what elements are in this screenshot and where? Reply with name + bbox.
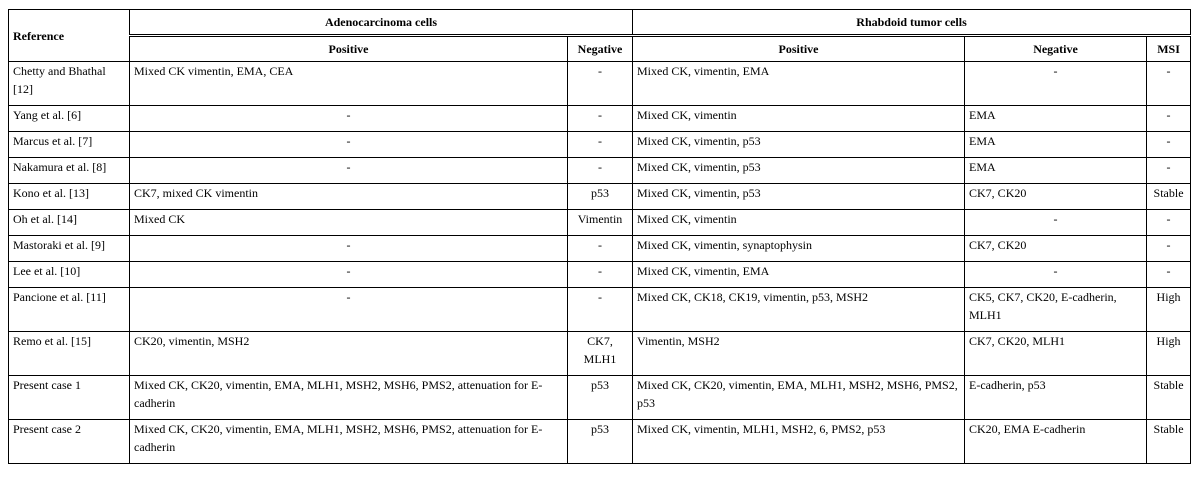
rhabdoid-positive-header: Positive bbox=[633, 36, 965, 62]
rhabdoid-positive-cell: Mixed CK, CK20, vimentin, EMA, MLH1, MSH2, MSH6, PMS2, p53 bbox=[633, 376, 965, 420]
table-row bbox=[9, 184, 1191, 210]
table-row bbox=[9, 332, 1191, 376]
reference-cell: Pancione et al. [11] bbox=[9, 288, 130, 332]
reference-cell: Present case 2 bbox=[9, 420, 130, 464]
rhabdoid-negative-cell: - bbox=[965, 62, 1147, 106]
adeno-positive-cell: - bbox=[130, 262, 568, 288]
reference-cell: Yang et al. [6] bbox=[9, 106, 130, 132]
adeno-negative-cell: - bbox=[568, 132, 633, 158]
adeno-positive-cell: - bbox=[130, 158, 568, 184]
rhabdoid-negative-cell: E-cadherin, p53 bbox=[965, 376, 1147, 420]
rhabdoid-positive-cell: Mixed CK, vimentin, p53 bbox=[633, 158, 965, 184]
adeno-negative-cell: - bbox=[568, 106, 633, 132]
adeno-positive-cell: - bbox=[130, 132, 568, 158]
adeno-negative-cell: - bbox=[568, 288, 633, 332]
rhabdoid-negative-cell: CK7, CK20 bbox=[965, 184, 1147, 210]
msi-cell: - bbox=[1147, 236, 1191, 262]
msi-cell: Stable bbox=[1147, 376, 1191, 420]
adeno-positive-cell: - bbox=[130, 236, 568, 262]
table-row bbox=[9, 288, 1191, 332]
reference-cell: Remo et al. [15] bbox=[9, 332, 130, 376]
adeno-negative-header: Negative bbox=[568, 36, 633, 62]
rhabdoid-positive-cell: Mixed CK, vimentin, MLH1, MSH2, 6, PMS2, p53 bbox=[633, 420, 965, 464]
rhabdoid-positive-cell: Mixed CK, vimentin, EMA bbox=[633, 262, 965, 288]
rhabdoid-negative-header: Negative bbox=[965, 36, 1147, 62]
rhabdoid-positive-cell: Mixed CK, vimentin, EMA bbox=[633, 62, 965, 106]
rhabdoid-negative-cell: CK7, CK20 bbox=[965, 236, 1147, 262]
msi-cell: - bbox=[1147, 210, 1191, 236]
rhabdoid-positive-cell: Mixed CK, vimentin bbox=[633, 210, 965, 236]
msi-cell: - bbox=[1147, 262, 1191, 288]
adeno-positive-cell: - bbox=[130, 106, 568, 132]
adeno-negative-cell: - bbox=[568, 158, 633, 184]
msi-cell: - bbox=[1147, 62, 1191, 106]
rhabdoid-negative-cell: CK20, EMA E-cadherin bbox=[965, 420, 1147, 464]
adenocarcinoma-group-header: Adenocarcinoma cells bbox=[130, 10, 633, 36]
adeno-positive-cell: Mixed CK bbox=[130, 210, 568, 236]
adeno-positive-cell: Mixed CK vimentin, EMA, CEA bbox=[130, 62, 568, 106]
rhabdoid-positive-cell: Mixed CK, vimentin, p53 bbox=[633, 132, 965, 158]
adeno-positive-cell: Mixed CK, CK20, vimentin, EMA, MLH1, MSH2, MSH6, PMS2, attenuation for E-cadherin bbox=[130, 420, 568, 464]
msi-cell: High bbox=[1147, 288, 1191, 332]
adeno-negative-cell: - bbox=[568, 262, 633, 288]
adeno-positive-cell: - bbox=[130, 288, 568, 332]
rhabdoid-positive-cell: Mixed CK, CK18, CK19, vimentin, p53, MSH2 bbox=[633, 288, 965, 332]
reference-cell: Kono et al. [13] bbox=[9, 184, 130, 210]
table-row bbox=[9, 158, 1191, 184]
reference-header: Reference bbox=[9, 10, 130, 62]
adeno-positive-cell: CK20, vimentin, MSH2 bbox=[130, 332, 568, 376]
rhabdoid-negative-cell: CK7, CK20, MLH1 bbox=[965, 332, 1147, 376]
table-row bbox=[9, 262, 1191, 288]
rhabdoid-negative-cell: EMA bbox=[965, 158, 1147, 184]
adeno-positive-header: Positive bbox=[130, 36, 568, 62]
adeno-negative-cell: Vimentin bbox=[568, 210, 633, 236]
adeno-positive-cell: Mixed CK, CK20, vimentin, EMA, MLH1, MSH2, MSH6, PMS2, attenuation for E-cadherin bbox=[130, 376, 568, 420]
rhabdoid-positive-cell: Mixed CK, vimentin, p53 bbox=[633, 184, 965, 210]
msi-cell: Stable bbox=[1147, 420, 1191, 464]
adeno-negative-cell: p53 bbox=[568, 420, 633, 464]
rhabdoid-positive-cell: Mixed CK, vimentin, synaptophysin bbox=[633, 236, 965, 262]
adeno-negative-cell: CK7, MLH1 bbox=[568, 332, 633, 376]
rhabdoid-positive-cell: Vimentin, MSH2 bbox=[633, 332, 965, 376]
rhabdoid-negative-cell: EMA bbox=[965, 132, 1147, 158]
rhabdoid-positive-cell: Mixed CK, vimentin bbox=[633, 106, 965, 132]
reference-cell: Nakamura et al. [8] bbox=[9, 158, 130, 184]
adeno-negative-cell: - bbox=[568, 236, 633, 262]
table-row bbox=[9, 106, 1191, 132]
table-row bbox=[9, 376, 1191, 420]
rhabdoid-negative-cell: - bbox=[965, 262, 1147, 288]
reference-cell: Lee et al. [10] bbox=[9, 262, 130, 288]
rhabdoid-group-header: Rhabdoid tumor cells bbox=[633, 10, 1191, 36]
reference-cell: Chetty and Bhathal [12] bbox=[9, 62, 130, 106]
adeno-negative-cell: - bbox=[568, 62, 633, 106]
adeno-negative-cell: p53 bbox=[568, 376, 633, 420]
adeno-negative-cell: p53 bbox=[568, 184, 633, 210]
table-row bbox=[9, 210, 1191, 236]
immunohistochemistry-table bbox=[8, 9, 1191, 464]
reference-cell: Oh et al. [14] bbox=[9, 210, 130, 236]
table-row bbox=[9, 62, 1191, 106]
table-body bbox=[9, 62, 1191, 464]
msi-cell: - bbox=[1147, 158, 1191, 184]
table-row bbox=[9, 132, 1191, 158]
msi-cell: High bbox=[1147, 332, 1191, 376]
table-row bbox=[9, 420, 1191, 464]
rhabdoid-negative-cell: CK5, CK7, CK20, E-cadherin, MLH1 bbox=[965, 288, 1147, 332]
msi-cell: Stable bbox=[1147, 184, 1191, 210]
msi-cell: - bbox=[1147, 132, 1191, 158]
msi-header: MSI bbox=[1147, 36, 1191, 62]
table-row bbox=[9, 236, 1191, 262]
reference-cell: Marcus et al. [7] bbox=[9, 132, 130, 158]
rhabdoid-negative-cell: EMA bbox=[965, 106, 1147, 132]
table-header bbox=[9, 10, 1191, 62]
msi-cell: - bbox=[1147, 106, 1191, 132]
adeno-positive-cell: CK7, mixed CK vimentin bbox=[130, 184, 568, 210]
reference-cell: Present case 1 bbox=[9, 376, 130, 420]
reference-cell: Mastoraki et al. [9] bbox=[9, 236, 130, 262]
rhabdoid-negative-cell: - bbox=[965, 210, 1147, 236]
